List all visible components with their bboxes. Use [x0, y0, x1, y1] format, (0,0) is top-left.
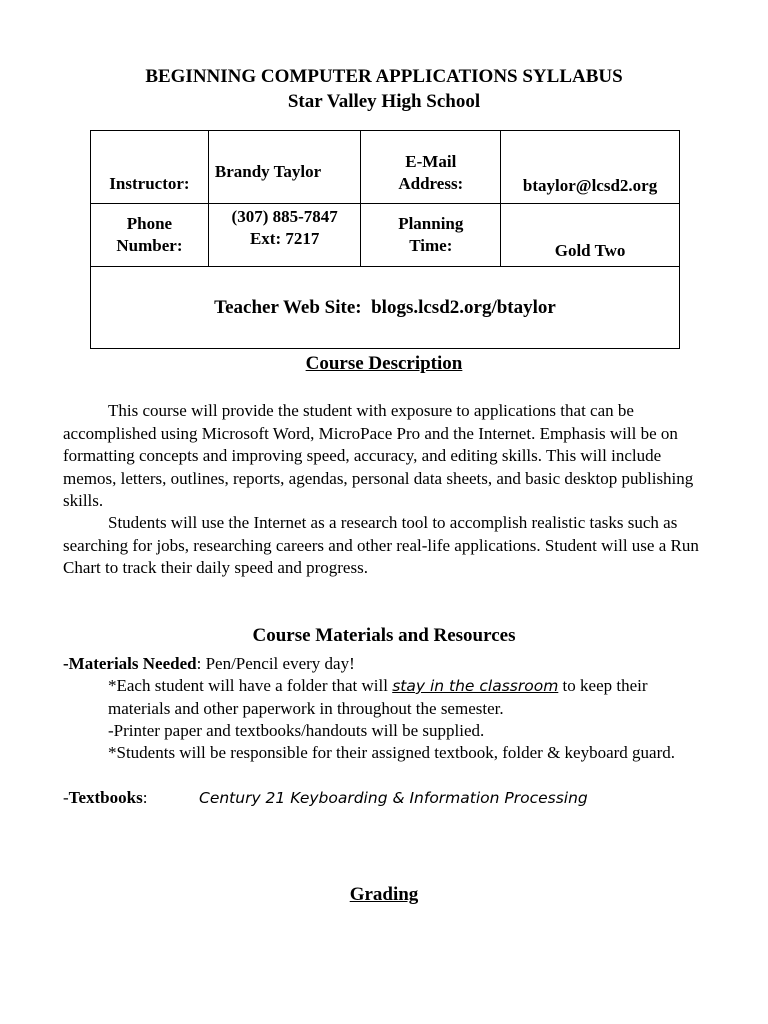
- instructor-label: Instructor:: [109, 174, 190, 193]
- folder-note-before: *Each student will have a folder that will: [108, 676, 393, 695]
- phone-value-cell: [208, 204, 361, 267]
- planning-label-line2: Time:: [409, 236, 453, 255]
- website-label: Teacher Web Site:: [214, 296, 362, 318]
- printer-note: -Printer paper and textbooks/handouts will be supplied.: [108, 721, 485, 740]
- textbooks-line: [63, 787, 147, 810]
- textbook-title: Century 21 Keyboarding & Information Processing: [199, 789, 588, 807]
- responsible-note: *Students will be responsible for their assigned textbook, folder & keyboard guard.: [108, 743, 676, 762]
- planning-label-cell: [361, 204, 501, 267]
- syllabus-title: BEGINNING COMPUTER APPLICATIONS SYLLABUS: [145, 66, 623, 87]
- course-description-paragraph-2: Students will use the Internet as a research tool to accomplish realistic tasks such as searching for jobs, researching careers and other real-life applications. Student will use a Run Chart to track their daily speed and progress.: [63, 513, 699, 577]
- phone-label-line1: Phone: [126, 214, 173, 233]
- planning-label-line1: Planning: [398, 214, 464, 233]
- materials-heading: Course Materials and Resources: [252, 625, 516, 646]
- materials-needed-value: : Pen/Pencil every day!: [196, 654, 355, 673]
- course-description-heading: Course Description: [305, 353, 463, 374]
- school-name: Star Valley High School: [287, 91, 481, 112]
- phone-ext: Ext: 7217: [249, 229, 320, 248]
- website-link[interactable]: blogs.lcsd2.org/btaylor: [371, 296, 556, 318]
- phone-value: (307) 885-7847: [231, 207, 338, 226]
- folder-note-after: to keep their materials and other paperwork in throughout the semester.: [108, 676, 648, 718]
- folder-note: [108, 675, 708, 720]
- email-value-cell: [501, 131, 680, 204]
- materials-needed-label: -Materials Needed: [63, 654, 197, 673]
- planning-value: Gold Two: [554, 241, 626, 260]
- planning-value-cell: [501, 204, 680, 267]
- email-value: btaylor@lcsd2.org: [522, 176, 658, 195]
- website-cell: [91, 267, 680, 349]
- materials-needed-line: [63, 653, 355, 676]
- email-label-cell: [361, 131, 501, 204]
- instructor-info-table: [90, 130, 680, 349]
- email-label-line1: E-Mail: [405, 152, 457, 171]
- instructor-label-cell: [91, 131, 209, 204]
- email-label-line2: Address:: [398, 174, 464, 193]
- instructor-name: Brandy Taylor: [214, 162, 322, 181]
- textbooks-colon: :: [142, 788, 148, 807]
- stay-in-classroom-text: stay in the classroom: [392, 677, 559, 695]
- phone-label-line2: Number:: [116, 236, 183, 255]
- textbooks-label: Textbooks: [68, 788, 143, 807]
- textbooks-prefix: -: [63, 788, 69, 807]
- course-description-paragraph-1: This course will provide the student with exposure to applications that can be accomplished using Microsoft Word, MicroPace Pro and the Internet. Emphasis will be on formatting concepts and improving speed, accuracy, and editing skills. This will include memos, letters, outlines, reports, agendas, personal data sheets, and basic desktop publishing skills.: [63, 401, 694, 510]
- grading-heading: Grading: [349, 884, 419, 905]
- instructor-name-cell: [208, 131, 361, 204]
- phone-label-cell: [91, 204, 209, 267]
